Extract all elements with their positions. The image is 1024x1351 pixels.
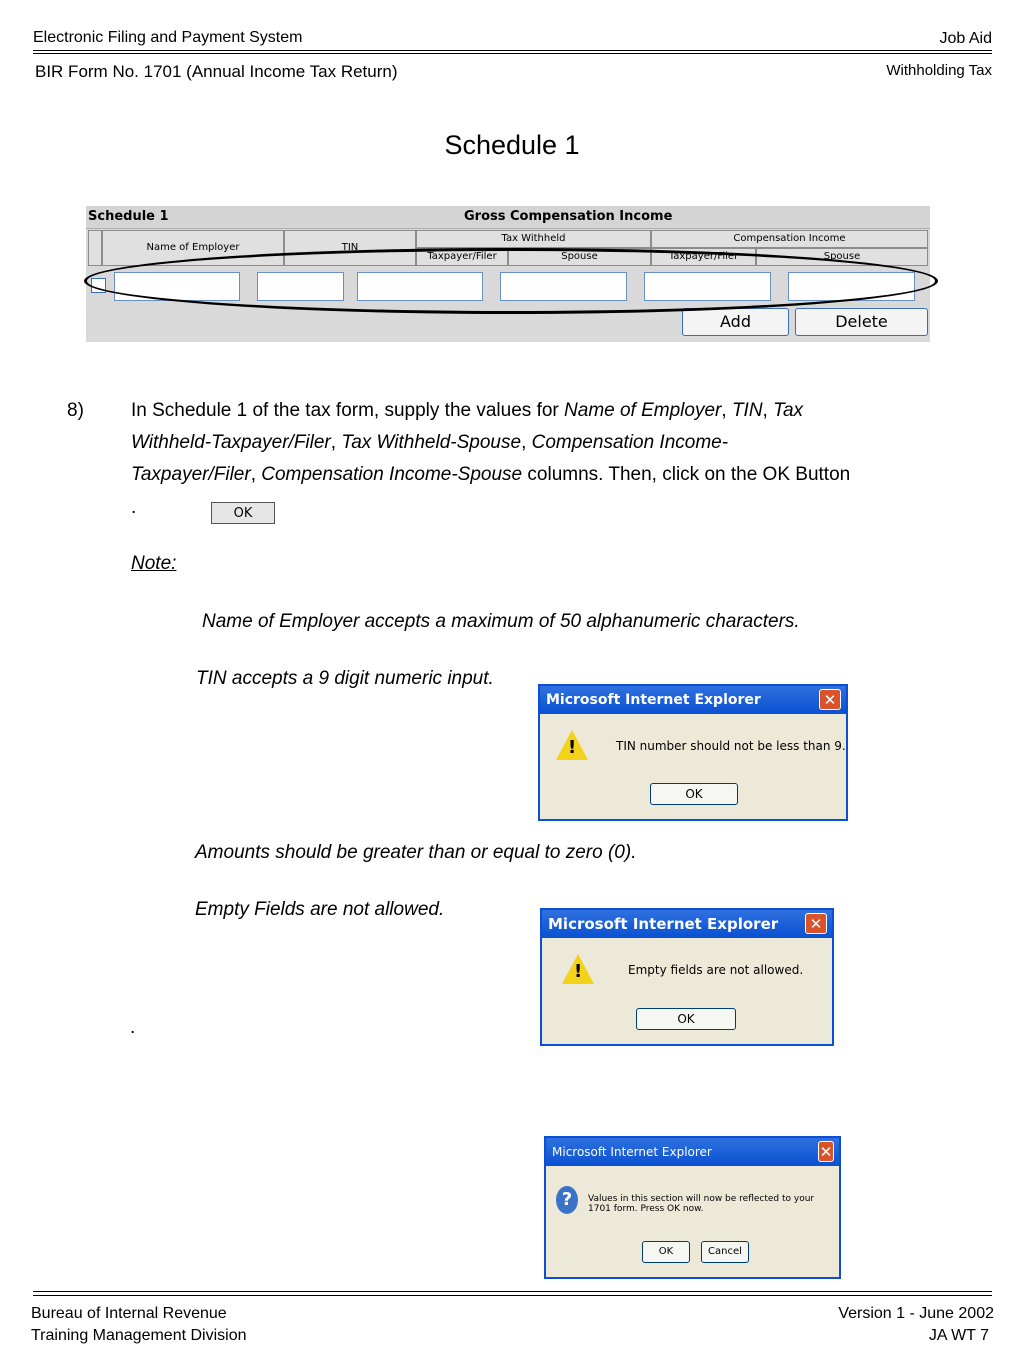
sub-taxpayer: Taxpayer/Filer (416, 248, 508, 266)
ok-button-sample: OK (211, 502, 275, 524)
footer-version: Version 1 - June 2002 (838, 1305, 994, 1322)
sub-spouse-2: Spouse (756, 248, 928, 266)
dialog-confirm (544, 1136, 841, 1279)
note-amounts: Amounts should be greater than or equal to zero (0). (195, 842, 637, 863)
col-tax-withheld: Tax Withheld (416, 230, 651, 248)
dialog-cancel-button[interactable]: Cancel (701, 1241, 749, 1263)
col-employer: Name of Employer (102, 230, 284, 266)
step-period: . (131, 497, 137, 518)
step-text (131, 395, 951, 491)
header-form-name: BIR Form No. 1701 (Annual Income Tax Return) (35, 62, 398, 81)
dialog-message: Empty fields are not allowed. (628, 963, 804, 977)
step-sep: , (250, 464, 262, 485)
section-title: Gross Compensation Income (464, 209, 673, 224)
header-job-aid: Job Aid (939, 30, 992, 47)
step-sep: , (721, 400, 732, 421)
note-dot: . (130, 1017, 136, 1038)
delete-button[interactable]: Delete (795, 308, 928, 336)
close-icon[interactable]: ✕ (805, 913, 827, 934)
close-icon[interactable]: ✕ (819, 689, 841, 710)
header-rule-2 (33, 53, 992, 54)
step-text-1: In Schedule 1 of the tax form, supply the values for (131, 400, 565, 421)
dialog-ok-button[interactable]: OK (636, 1008, 736, 1030)
col-tin: TIN (284, 230, 416, 266)
dialog-title: Microsoft Internet Explorer (540, 686, 846, 714)
dialog-title: Microsoft Internet Explorer (542, 910, 832, 938)
highlight-ellipse (84, 248, 938, 314)
add-button[interactable]: Add (682, 308, 789, 336)
footer-rule-2 (33, 1295, 992, 1296)
close-icon[interactable]: ✕ (819, 1143, 833, 1161)
note-tin: TIN accepts a 9 digit numeric input. (196, 668, 494, 689)
dialog-message: Values in this section will now be reflected to your 1701 form. Press OK now. (588, 1194, 815, 1214)
step-term-tw-taxpayer: Withheld-Taxpayer/Filer (131, 432, 331, 453)
note-empty: Empty Fields are not allowed. (195, 899, 445, 920)
header-system-name: Electronic Filing and Payment System (33, 29, 303, 46)
step-term-ci-taxpayer: Taxpayer/Filer (131, 464, 251, 485)
schedule-label: Schedule 1 (88, 209, 169, 224)
footer-org: Bureau of Internal Revenue (31, 1305, 227, 1322)
footer-page-code: JA WT 7 (928, 1327, 989, 1344)
question-icon: ? (556, 1186, 578, 1214)
step-sep: , (762, 400, 774, 421)
warning-icon: ! (556, 730, 588, 760)
sub-spouse: Spouse (508, 248, 651, 266)
col-comp-income: Compensation Income (651, 230, 928, 248)
footer-division: Training Management Division (31, 1327, 247, 1344)
footer-rule (33, 1291, 992, 1292)
note-employer: Name of Employer accepts a maximum of 50 alphanumeric characters. (202, 611, 800, 632)
step-term-ci-spouse: Compensation Income-Spouse (261, 464, 523, 485)
step-text-2: columns. Then, click on the OK Button (522, 464, 851, 485)
dialog-message: TIN number should not be less than 9. (616, 739, 846, 753)
header-cell-blank (88, 230, 102, 266)
note-heading: Note: (131, 553, 177, 574)
step-term-employer: Name of Employer (564, 400, 722, 421)
warning-icon: ! (562, 954, 594, 984)
dialog-ok-button[interactable]: OK (642, 1241, 690, 1263)
step-sep: , (521, 432, 532, 453)
step-number: 8) (67, 400, 84, 421)
step-sep: , (330, 432, 342, 453)
step-term-tw-spouse: Tax Withheld-Spouse (341, 432, 522, 453)
header-rule (33, 50, 992, 51)
step-term-tin: TIN (731, 400, 763, 421)
step-term-ci: Compensation Income- (531, 432, 729, 453)
header-section: Withholding Tax (886, 62, 992, 79)
dialog-empty (540, 908, 834, 1046)
form-title-bar (86, 206, 930, 229)
page-title: Schedule 1 (444, 130, 580, 160)
dialog-title: Microsoft Internet Explorer (546, 1138, 839, 1166)
step-term-tax: Tax (773, 400, 804, 421)
dialog-ok-button[interactable]: OK (650, 783, 738, 805)
dialog-tin (538, 684, 848, 821)
sub-taxpayer-2: Taxpayer/Filer (651, 248, 756, 266)
